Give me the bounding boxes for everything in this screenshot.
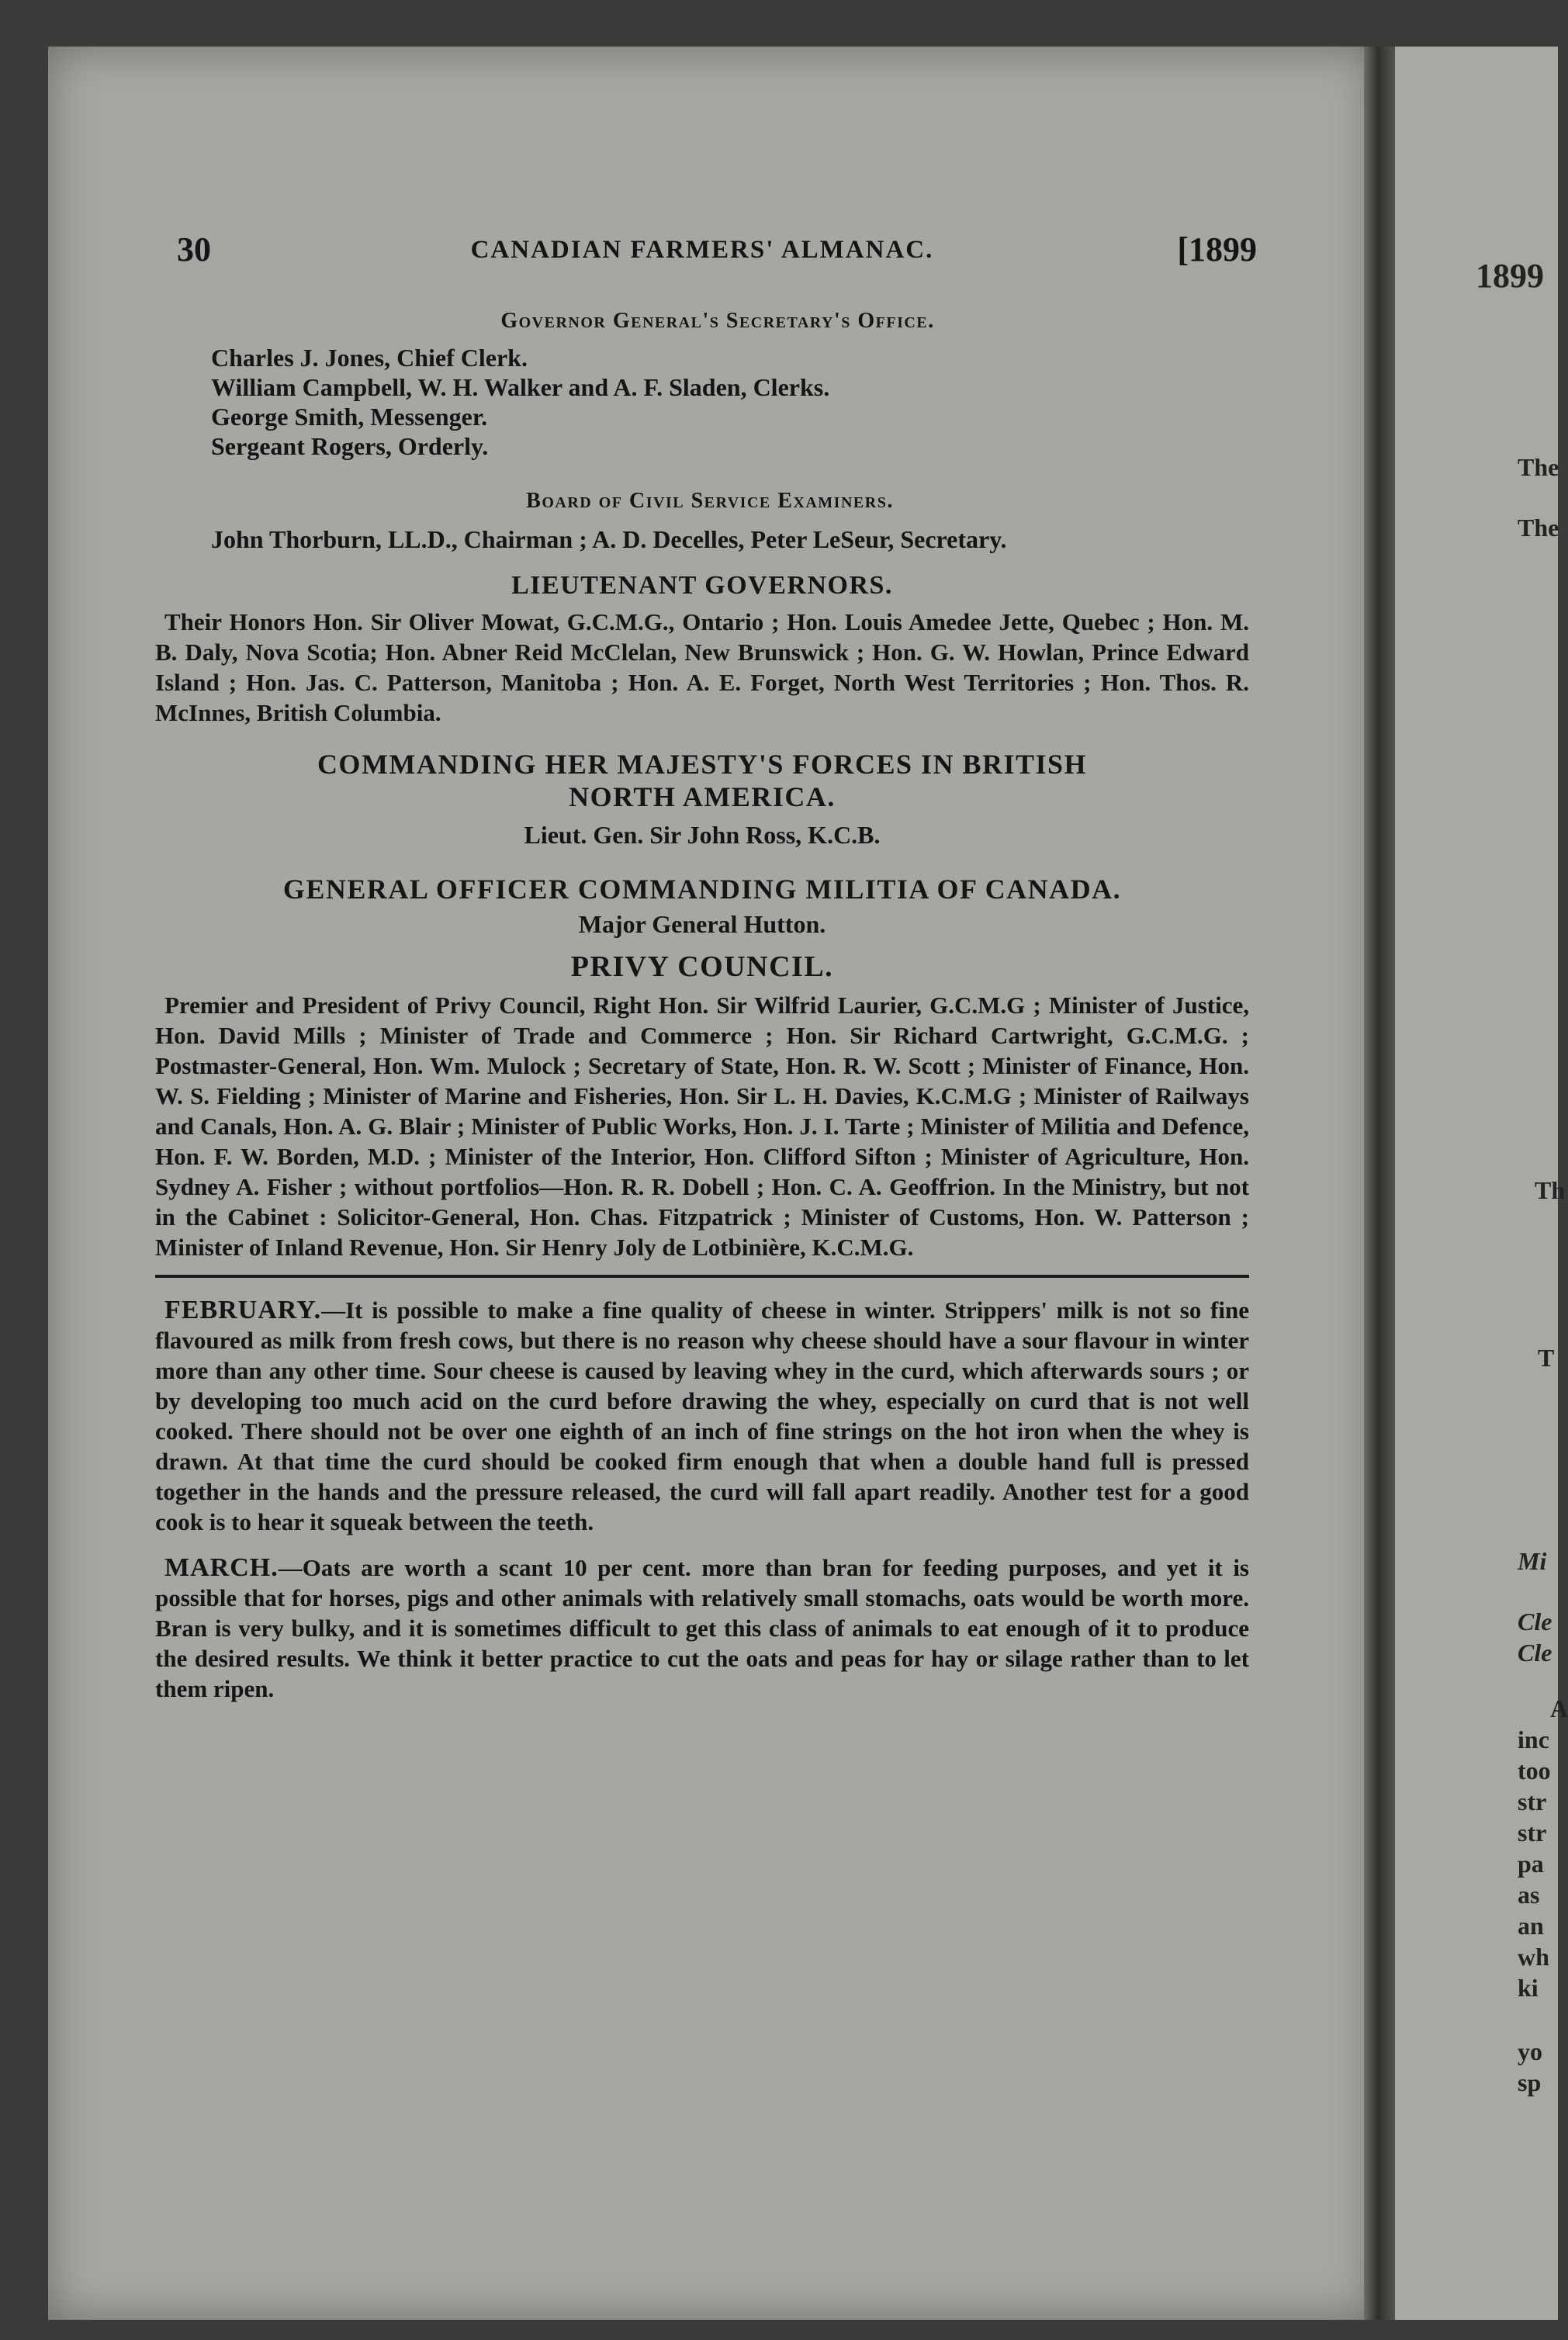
adjacent-fragment: ki	[1518, 1974, 1539, 2002]
adjacent-fragment: A	[1550, 1694, 1568, 1722]
adjacent-fragment: Mi	[1518, 1547, 1547, 1575]
privy-council-text: Premier and President of Privy Council, Right Hon. Sir Wilfrid Laurier, G.C.M.G ; Minister of Justice, Hon. David Mills ; Minister of Trade and Commerce ; Hon. Sir Richard Cartwright, G.C.M.G. ; Postmaster-General, Hon. Wm. Mulock ; Secretary of State, Hon. R. W. Scott ; Minister of Finance, Hon. W. S. Fielding ; Minister of Marine and Fisheries, Hon. Sir L. H. Davies, K.C.M.G ; Minister of Railways and Canals, Hon. A. G. Blair ; Minister of Public Works, Hon. J. I. Tarte ; Minister of Militia and Defence, Hon. F. W. Borden, M.D. ; Minister of the Interior, Hon. Clifford Sifton ; Minister of Agriculture, Hon. Sydney A. Fisher ; without portfolios—Hon. R. R. Dobell ; Hon. C. A. Geoffrion. In the Ministry, but not in the Cabinet : Solicitor-General, Hon. Chas. Fitzpatrick ; Minister of Customs, Hon. W. Patterson ; Minister of Inland Revenue, Hon. Sir Henry Joly de Lotbinière, K.C.M.G.	[155, 992, 1249, 1261]
staff-line: William Campbell, W. H. Walker and A. F. Sladen, Clerks.	[211, 373, 830, 401]
section-divider	[155, 1275, 1249, 1278]
privy-council-title: PRIVY COUNCIL.	[570, 950, 834, 983]
header-year: [1899	[1177, 230, 1257, 268]
secretary-office-title: Governor General's Secretary's Office.	[500, 309, 935, 333]
secretary-office-list	[211, 343, 1249, 461]
adjacent-fragment: too	[1518, 1757, 1551, 1784]
adjacent-fragment: Th	[1535, 1176, 1566, 1204]
adjacent-fragment: as	[1518, 1881, 1540, 1909]
adjacent-fragment: str	[1518, 1788, 1547, 1816]
adjacent-fragment: yo	[1518, 2037, 1542, 2065]
staff-line: George Smith, Messenger.	[211, 403, 488, 431]
adjacent-fragment: The	[1518, 514, 1559, 542]
forces-title-continued: NORTH AMERICA.	[569, 781, 836, 812]
page-number: 30	[177, 230, 211, 268]
page-header	[155, 230, 1257, 276]
march-text: —Oats are worth a scant 10 per cent. more than bran for feeding purposes, and yet it is possible that for horses, pigs and other animals with relatively small stomachs, oats would be worth more. Bran is very bulky, and it is sometimes difficult to get this class of animals to eat enough of it to produce the desired results. We think it better practice to cut the oats and peas for hay or silage rather than to let them ripen.	[155, 1554, 1249, 1702]
adjacent-fragment: Cle	[1518, 1608, 1552, 1636]
adjacent-fragment: T	[1538, 1344, 1555, 1372]
book-gutter	[1364, 47, 1395, 2320]
adjacent-fragment: pa	[1518, 1850, 1544, 1878]
february-paragraph	[155, 1295, 1249, 1537]
staff-line: Charles J. Jones, Chief Clerk.	[211, 344, 528, 372]
adjacent-fragment: str	[1518, 1819, 1547, 1847]
staff-line: Sergeant Rogers, Orderly.	[211, 432, 489, 460]
adjacent-fragment: Cle	[1518, 1639, 1552, 1667]
adjacent-fragment: wh	[1518, 1943, 1549, 1971]
lieutenant-governors-text: Their Honors Hon. Sir Oliver Mowat, G.C.M.G., Ontario ; Hon. Louis Amedee Jette, Quebec ; Hon. M. B. Daly, Nova Scotia; Hon. Abner Reid McClelan, New Brunswick ; Hon. G. W. Howlan, Prince Edward Island ; Hon. Jas. C. Patterson, Manitoba ; Hon. A. E. Forget, North West Territories ; Hon. Thos. R. McInnes, British Columbia.	[155, 608, 1249, 726]
civil-service-text: John Thorburn, LL.D., Chairman ; A. D. Decelles, Peter LeSeur, Secretary.	[211, 525, 1007, 553]
march-heading: MARCH.	[164, 1553, 279, 1582]
adjacent-fragment: sp	[1518, 2068, 1542, 2096]
page-content	[155, 309, 1249, 1704]
running-title: CANADIAN FARMERS' ALMANAC.	[470, 236, 934, 264]
forces-commander: Lieut. Gen. Sir John Ross, K.C.B.	[524, 821, 881, 849]
adjacent-fragment: inc	[1518, 1726, 1549, 1753]
february-heading: FEBRUARY.	[164, 1296, 322, 1324]
lieutenant-governors-title: LIEUTENANT GOVERNORS.	[511, 571, 893, 600]
militia-title: GENERAL OFFICER COMMANDING MILITIA OF CANADA.	[282, 874, 1122, 905]
militia-commander: Major General Hutton.	[578, 910, 826, 938]
adjacent-fragment: an	[1518, 1912, 1544, 1940]
march-paragraph	[155, 1552, 1249, 1704]
adjacent-page	[1395, 47, 1568, 2320]
civil-service-title: Board of Civil Service Examiners.	[526, 489, 894, 513]
forces-title: COMMANDING HER MAJESTY'S FORCES IN BRITISH	[317, 749, 1088, 780]
adjacent-fragment: The	[1518, 453, 1559, 481]
adjacent-year: 1899	[1476, 257, 1544, 295]
february-text: —It is possible to make a fine quality of cheese in winter. Strippers' milk is not so fine flavoured as milk from fresh cows, but there is no reason why cheese should have a sour flavour in winter more than any other time. Sour cheese is caused by leaving whey in the curd, which afterwards sours ; or by developing too much acid on the curd before drawing the whey, especially on curd that is not well cooked. There should not be over one eighth of an inch of fine strings on the hot iron when the whey is drawn. At that time the curd should be cooked firm enough that when a double hand full is pressed together in the hands and the pressure released, the curd will fall apart readily. Another test for a good cook is to hear it squeak between the teeth.	[155, 1296, 1249, 1535]
